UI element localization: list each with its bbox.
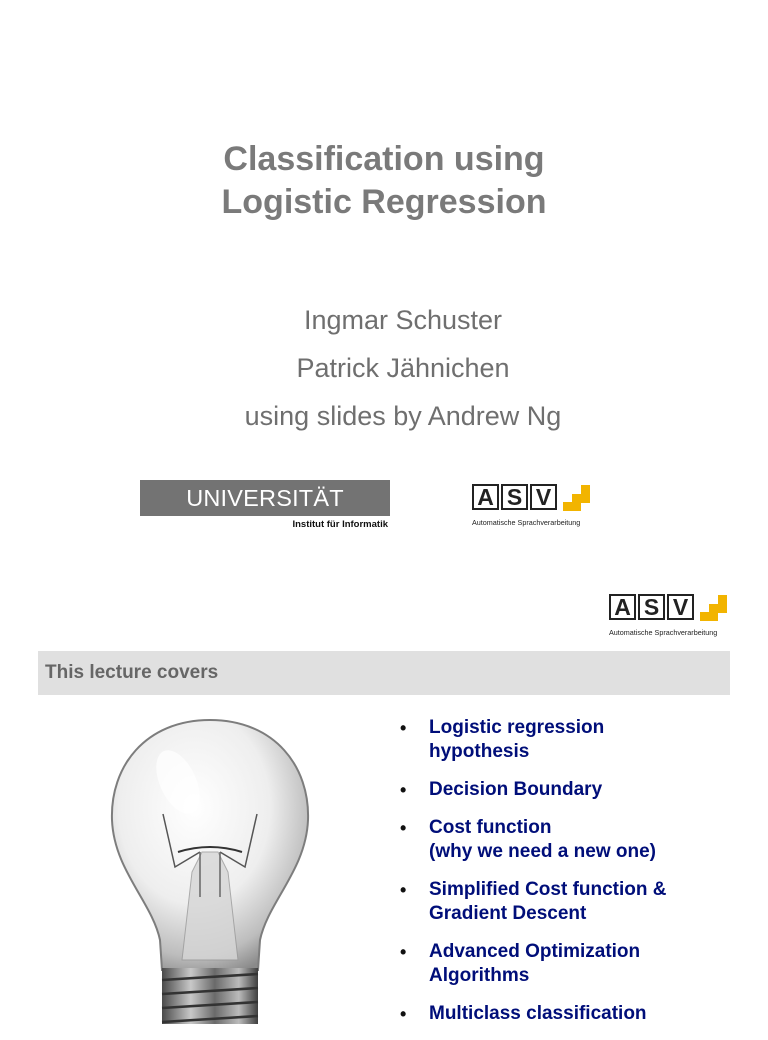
asv-logo	[609, 594, 737, 640]
light-bulb-icon	[100, 712, 320, 1024]
slide-title	[0, 138, 768, 224]
asv-letter: S	[638, 594, 665, 620]
asv-logo	[472, 484, 600, 530]
bullet-glyph: •	[400, 1004, 407, 1024]
list-item-text: Multiclass classification	[429, 1003, 647, 1024]
asv-letter: A	[472, 484, 499, 510]
list-item	[400, 1002, 740, 1026]
section-header-band	[38, 651, 730, 695]
institute-name: Institut für Informatik	[292, 519, 388, 530]
list-item-text: Logistic regression	[429, 717, 605, 738]
university-name: UNIVERSITÄT LEIPZIG	[140, 480, 390, 516]
bullet-glyph: •	[400, 880, 407, 900]
list-item	[400, 716, 740, 764]
list-item-text: Simplified Cost function &	[429, 879, 667, 900]
title-line-1: Classification using	[223, 140, 545, 178]
author-name: Ingmar Schuster	[303, 305, 503, 335]
list-item	[400, 878, 740, 926]
list-item	[400, 940, 740, 988]
list-item-text: (why we need a new one)	[429, 841, 656, 862]
lecture-topics-list	[400, 716, 740, 1040]
author-name: Patrick Jähnichen	[296, 353, 510, 383]
university-leipzig-logo	[140, 480, 390, 547]
list-item-text: Cost function	[429, 817, 552, 838]
bullet-glyph: •	[400, 942, 407, 962]
title-line-2: Logistic Regression	[221, 183, 547, 221]
section-header: This lecture covers	[45, 662, 219, 683]
asv-letter: V	[667, 594, 694, 620]
asv-letter: V	[530, 484, 557, 510]
asv-subtitle: Automatische Sprachverarbeitung	[472, 518, 581, 527]
bullet-glyph: •	[400, 780, 407, 800]
list-item-text: Gradient Descent	[429, 903, 587, 924]
asv-mark-icon	[700, 595, 728, 621]
list-item-text: Decision Boundary	[429, 779, 603, 800]
list-item-text: Algorithms	[429, 965, 530, 986]
slides-credit: using slides by Andrew Ng	[244, 401, 562, 431]
list-item	[400, 816, 740, 864]
bullet-glyph: •	[400, 718, 407, 738]
asv-letter: A	[609, 594, 636, 620]
list-item-text: Advanced Optimization	[429, 941, 641, 962]
list-item-text: hypothesis	[429, 741, 530, 762]
asv-mark-icon	[563, 485, 591, 511]
list-item	[400, 778, 740, 802]
asv-subtitle: Automatische Sprachverarbeitung	[609, 628, 718, 637]
bullet-glyph: •	[400, 818, 407, 838]
asv-letter: S	[501, 484, 528, 510]
